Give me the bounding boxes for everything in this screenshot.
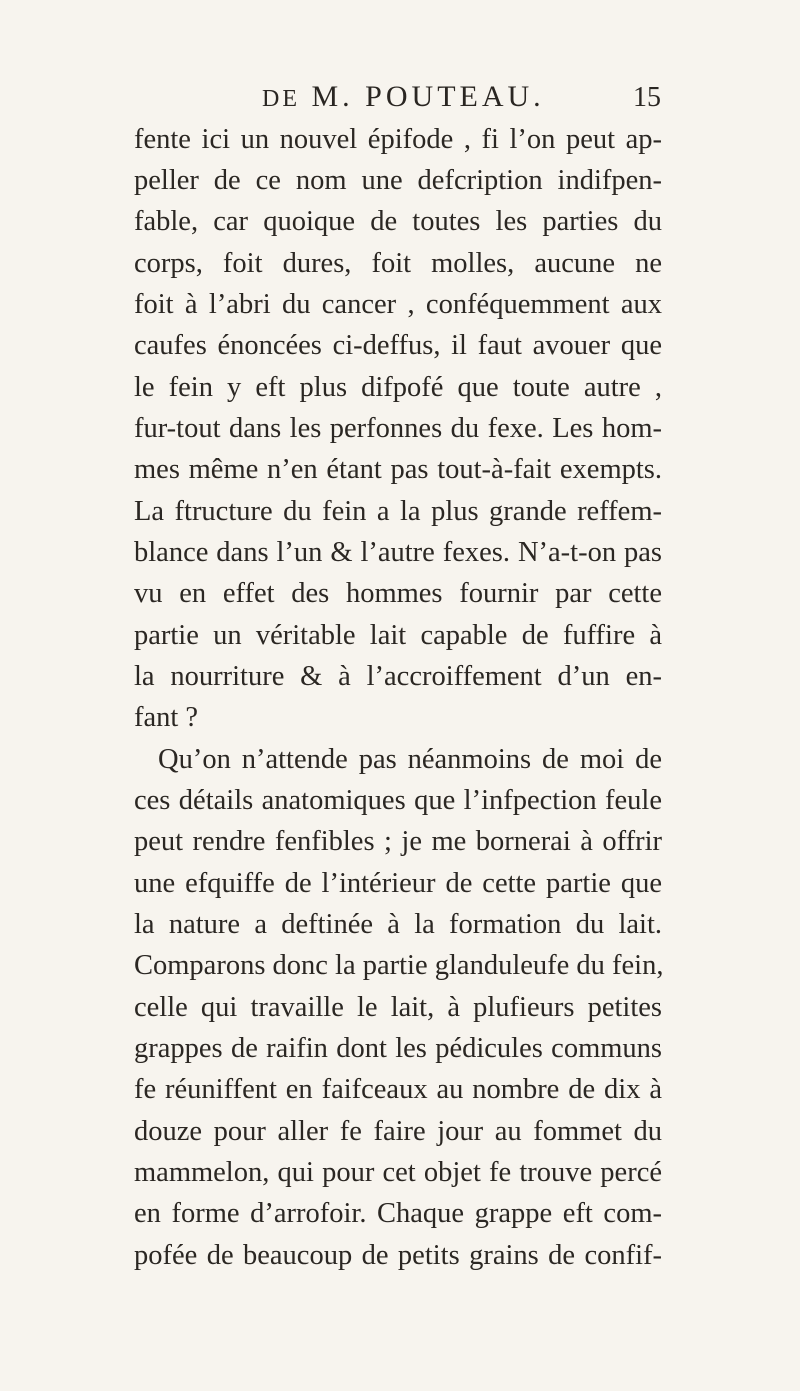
text-line: partie un véritable lait capable de fuffire à	[134, 620, 662, 651]
running-title-prefix: DE	[262, 86, 300, 112]
text-line: corps, foit dures, foit molles, aucune ne	[134, 248, 662, 279]
text-line: mes même n’en étant pas tout-à-fait exempts.	[134, 454, 662, 485]
text-line: douze pour aller fe faire jour au fommet du	[134, 1116, 662, 1147]
text-line: peller de ce nom une defcription indifpen-	[134, 165, 662, 196]
text-line: ces détails anatomiques que l’infpection feule	[134, 785, 662, 816]
text-line: le fein y eft plus difpofé que toute autre ,	[134, 372, 662, 403]
running-title-name: M. POUTEAU.	[311, 80, 545, 113]
page-number: 15	[633, 82, 661, 113]
text-line: grappes de raifin dont les pédicules communs	[134, 1033, 662, 1064]
text-line: fe réuniffent en faifceaux au nombre de dix à	[134, 1074, 662, 1105]
running-head	[0, 80, 800, 120]
text-line: Qu’on n’attende pas néanmoins de moi de	[158, 744, 662, 775]
text-line: pofée de beaucoup de petits grains de confif-	[134, 1240, 662, 1271]
text-line: fant ?	[134, 702, 199, 733]
text-line: mammelon, qui pour cet objet fe trouve percé	[134, 1157, 662, 1188]
text-line: en forme d’arrofoir. Chaque grappe eft com-	[134, 1198, 662, 1229]
text-line: celle qui travaille le lait, à plufieurs petites	[134, 992, 662, 1023]
text-line: la nature a deftinée à la formation du lait.	[134, 909, 662, 940]
text-line: Comparons donc la partie glanduleufe du fein,	[134, 950, 664, 981]
text-line: fable, car quoique de toutes les parties du	[134, 206, 662, 237]
text-line: foit à l’abri du cancer , conféquemment aux	[134, 289, 662, 320]
text-line: La ftructure du fein a la plus grande reffem-	[134, 496, 662, 527]
text-line: blance dans l’un & l’autre fexes. N’a-t-on pas	[134, 537, 662, 568]
text-line: caufes énoncées ci-deffus, il faut avouer que	[134, 330, 662, 361]
text-line: peut rendre fenfibles ; je me bornerai à offrir	[134, 826, 662, 857]
text-line: vu en effet des hommes fournir par cette	[134, 578, 662, 609]
text-line: une efquiffe de l’intérieur de cette partie que	[134, 868, 662, 899]
text-line: la nourriture & à l’accroiffement d’un en-	[134, 661, 662, 692]
text-line: fente ici un nouvel épifode , fi l’on peut ap-	[134, 124, 662, 155]
running-title	[262, 80, 545, 114]
text-line: fur-tout dans les perfonnes du fexe. Les hom-	[134, 413, 662, 444]
